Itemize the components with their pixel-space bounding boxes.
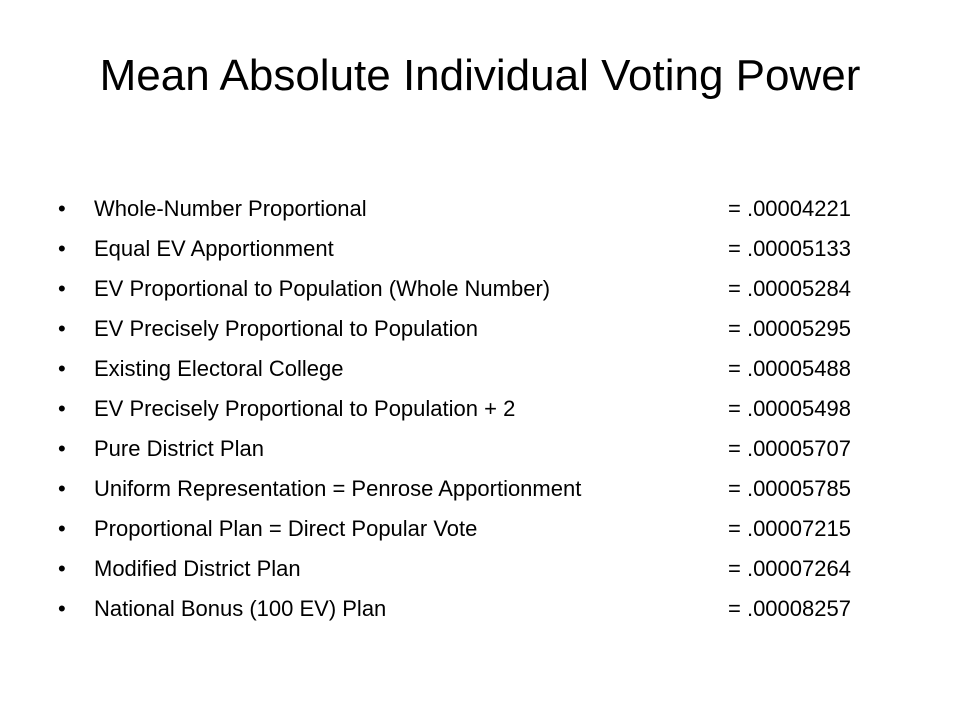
item-value: = .00005295 <box>728 316 851 341</box>
bullet-icon: • <box>58 236 66 261</box>
item-label: Modified District Plan <box>94 556 301 581</box>
bullet-icon: • <box>58 516 66 541</box>
item-label: Proportional Plan = Direct Popular Vote <box>94 516 478 541</box>
item-label: EV Precisely Proportional to Population <box>94 316 478 341</box>
item-value: = .00005488 <box>728 356 851 381</box>
item-label: Equal EV Apportionment <box>94 236 334 261</box>
item-label: Pure District Plan <box>94 436 264 461</box>
bullet-icon: • <box>58 276 66 301</box>
slide-title: Mean Absolute Individual Voting Power <box>99 51 861 100</box>
bullet-icon: • <box>58 356 66 381</box>
item-label: Uniform Representation = Penrose Apportionment <box>94 476 582 501</box>
item-value: = .00005284 <box>728 276 851 301</box>
bullet-icon: • <box>58 596 66 621</box>
item-value: = .00007264 <box>728 556 851 581</box>
item-label: EV Precisely Proportional to Population + 2 <box>94 396 516 421</box>
item-label: Whole-Number Proportional <box>94 196 367 221</box>
item-value: = .00005498 <box>728 396 851 421</box>
item-label: Existing Electoral College <box>94 356 344 381</box>
item-value: = .00005707 <box>728 436 851 461</box>
item-value: = .00005133 <box>728 236 851 261</box>
item-label: National Bonus (100 EV) Plan <box>94 596 387 621</box>
item-value: = .00008257 <box>728 596 851 621</box>
bullet-icon: • <box>58 556 66 581</box>
item-value: = .00005785 <box>728 476 851 501</box>
bullet-icon: • <box>58 476 66 501</box>
bullet-icon: • <box>58 436 66 461</box>
bullet-icon: • <box>58 196 66 221</box>
item-value: = .00004221 <box>728 196 851 221</box>
item-label: EV Proportional to Population (Whole Number) <box>94 276 551 301</box>
bullet-icon: • <box>58 316 66 341</box>
bullet-icon: • <box>58 396 66 421</box>
item-value: = .00007215 <box>728 516 851 541</box>
